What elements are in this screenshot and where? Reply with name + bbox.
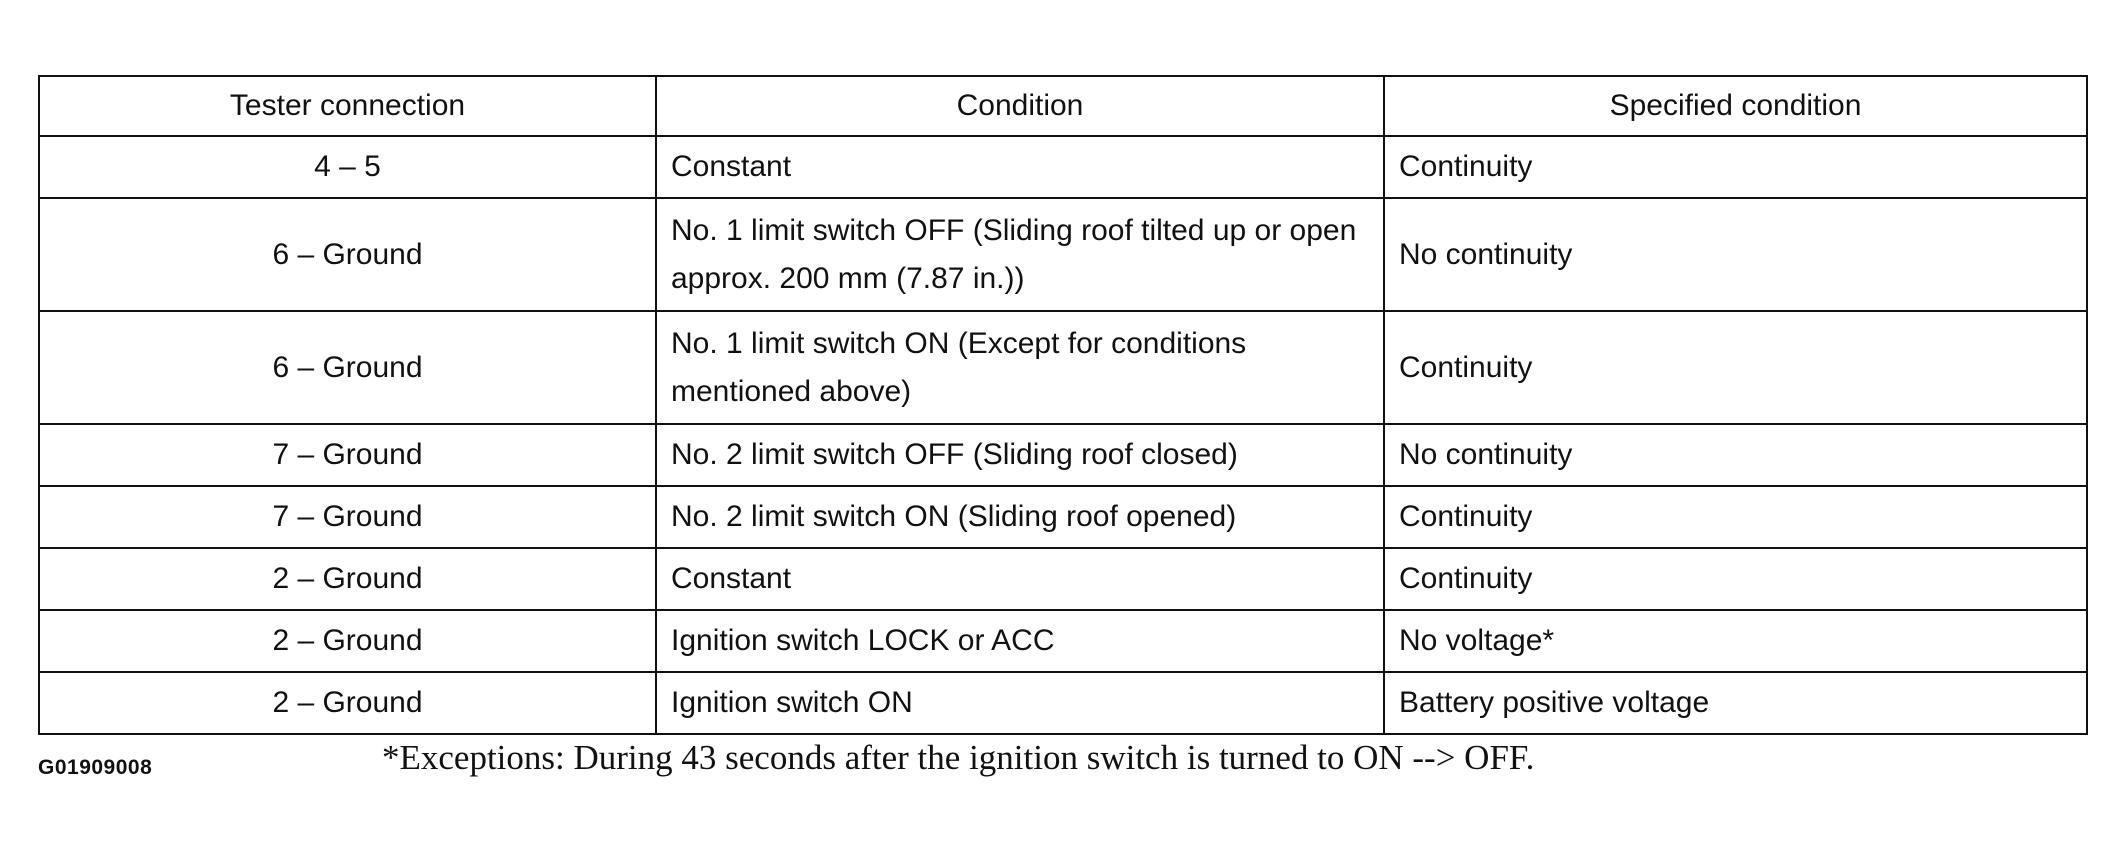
cell-specified-condition: Continuity [1384, 486, 2087, 548]
table-row [39, 672, 2087, 734]
cell-condition: Constant [656, 136, 1384, 198]
table-header-row [39, 76, 2087, 136]
header-condition: Condition [656, 76, 1384, 136]
cell-tester-connection: 4 – 5 [39, 136, 656, 198]
cell-specified-condition: Continuity [1384, 311, 2087, 424]
cell-condition: No. 2 limit switch ON (Sliding roof opened) [656, 486, 1384, 548]
cell-specified-condition: Battery positive voltage [1384, 672, 2087, 734]
header-tester-connection: Tester connection [39, 76, 656, 136]
cell-tester-connection: 2 – Ground [39, 610, 656, 672]
figure-id: G01909008 [38, 756, 153, 779]
table-row [39, 486, 2087, 548]
cell-specified-condition: No voltage* [1384, 610, 2087, 672]
cell-tester-connection: 7 – Ground [39, 486, 656, 548]
table-row [39, 198, 2087, 311]
cell-condition: No. 1 limit switch ON (Except for conditions mentioned above) [656, 311, 1384, 424]
header-specified-condition: Specified condition [1384, 76, 2087, 136]
cell-tester-connection: 6 – Ground [39, 198, 656, 311]
table-row [39, 311, 2087, 424]
cell-specified-condition: No continuity [1384, 198, 2087, 311]
table-row [39, 424, 2087, 486]
cell-tester-connection: 2 – Ground [39, 548, 656, 610]
table-row [39, 610, 2087, 672]
tester-connection-table [38, 75, 2088, 735]
cell-tester-connection: 7 – Ground [39, 424, 656, 486]
exceptions-footnote: *Exceptions: During 43 seconds after the ignition switch is turned to ON --> OFF. [382, 738, 1535, 777]
cell-condition: Ignition switch LOCK or ACC [656, 610, 1384, 672]
cell-specified-condition: Continuity [1384, 548, 2087, 610]
cell-specified-condition: No continuity [1384, 424, 2087, 486]
cell-condition: Constant [656, 548, 1384, 610]
cell-specified-condition: Continuity [1384, 136, 2087, 198]
cell-condition: No. 1 limit switch OFF (Sliding roof tilted up or open approx. 200 mm (7.87 in.)) [656, 198, 1384, 311]
table-row [39, 548, 2087, 610]
cell-condition: Ignition switch ON [656, 672, 1384, 734]
cell-tester-connection: 6 – Ground [39, 311, 656, 424]
cell-tester-connection: 2 – Ground [39, 672, 656, 734]
table-row [39, 136, 2087, 198]
cell-condition: No. 2 limit switch OFF (Sliding roof closed) [656, 424, 1384, 486]
